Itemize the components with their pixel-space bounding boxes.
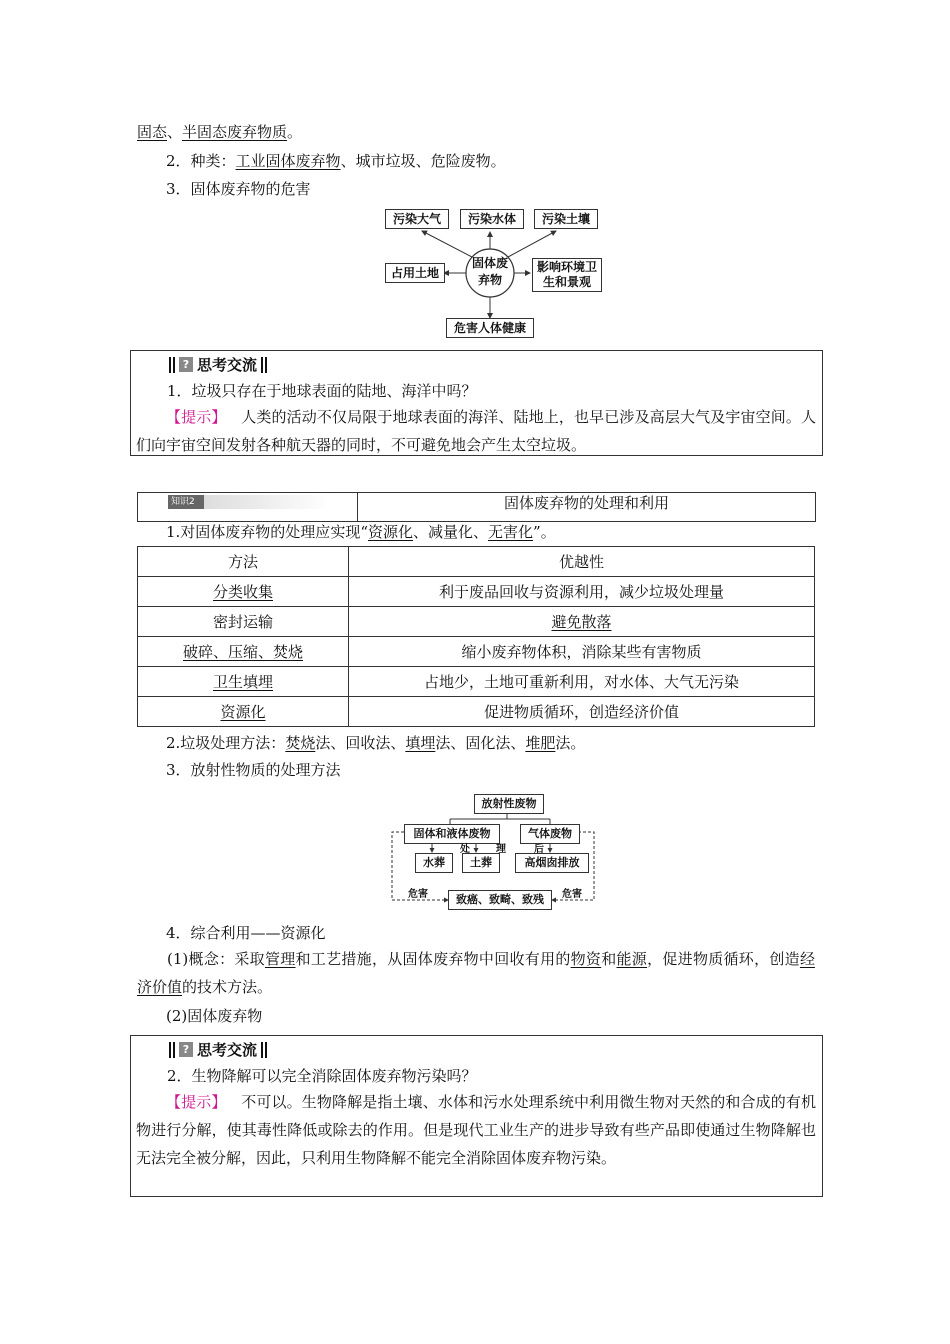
think-header <box>169 1039 267 1060</box>
s2-line-6: (2)固体废弃物 <box>166 1007 263 1025</box>
bars-icon <box>169 357 175 373</box>
section-title: 固体废弃物的处理和利用 <box>503 494 669 512</box>
text: 。 <box>287 123 303 141</box>
blank-answer: 填埋 <box>405 734 436 752</box>
s2-line-4: 4．综合利用——资源化 <box>166 924 326 942</box>
table-header: 方法 <box>138 547 349 577</box>
env-line-2: 生和景观 <box>542 275 591 289</box>
concept-paragraph <box>137 945 815 1001</box>
blank-answer: 堆肥 <box>525 734 556 752</box>
table-row <box>138 607 815 637</box>
text: 法、固化法、 <box>435 734 526 752</box>
text: ，促进物质循 <box>647 950 739 968</box>
radio-chimney: 高烟囱排放 <box>515 853 589 873</box>
text: 2．种类： <box>166 152 236 170</box>
text: 、城市垃圾、危险废物。 <box>340 152 506 170</box>
text-line-3: 3．固体废弃物的危害 <box>166 180 311 198</box>
hazard-land: 占用土地 <box>385 263 445 283</box>
hazard-air: 污染大气 <box>385 209 449 229</box>
blank-answer: 经济价值 <box>137 950 815 996</box>
cell-text: 分类收集 <box>212 583 273 601</box>
text: (1)概念：采取 <box>167 950 265 968</box>
radio-earth-burial: 土葬 <box>462 853 500 873</box>
text: 和工艺措施，从固体废弃物中回收有用的 <box>295 950 571 968</box>
radio-bottom: 致癌、致畸、致残 <box>448 890 552 910</box>
table-cell <box>138 667 349 697</box>
blank-answer: 物资 <box>570 950 602 968</box>
label-li: 理 <box>496 844 506 855</box>
blank-answer: 资源化 <box>367 523 413 541</box>
table-cell <box>138 697 349 727</box>
bars-icon <box>261 357 267 373</box>
table-cell: 促进物质循环，创造经济价值 <box>349 697 815 727</box>
hint-label: 【提示】 <box>166 408 227 426</box>
text-line-1 <box>137 122 302 142</box>
table-header: 优越性 <box>349 547 815 577</box>
text: 1.对固体废弃物的处理应实现“ <box>166 523 368 541</box>
section-tag-box <box>137 492 359 522</box>
hazard-soil: 污染土壤 <box>534 209 598 229</box>
blank-answer: 工业固体废弃物 <box>235 152 341 170</box>
think-question: 1．垃圾只存在于地球表面的陆地、海洋中吗？ <box>167 382 477 400</box>
env-line-1: 影响环境卫 <box>536 260 597 274</box>
text: 和 <box>601 950 617 968</box>
center-line-1: 固体废 <box>471 256 508 270</box>
blank-answer: 能源 <box>616 950 648 968</box>
blank-answer: 半固态废弃物质 <box>182 123 288 141</box>
cell-text: 卫生填埋 <box>212 673 273 691</box>
text: 法。 <box>555 734 586 752</box>
table-cell: 利于废品回收与资源利用，减少垃圾处理量 <box>349 577 815 607</box>
question-mark-icon: ? <box>179 357 193 372</box>
bars-icon <box>169 1042 175 1058</box>
table-cell: 密封运输 <box>138 607 349 637</box>
table-cell <box>349 607 815 637</box>
radio-gas: 气体废物 <box>520 824 580 844</box>
text: 的技术方法。 <box>182 978 273 996</box>
answer-text: 人类的活动不仅局限于地球表面的海洋、陆地上，也早已涉及高层大气及宇宙空间。人们向宇宙空间发射各种航天器的同时，不可避免地会产生太空垃圾。 <box>136 408 816 454</box>
hazard-center <box>470 255 510 289</box>
blank-answer: 管理 <box>264 950 296 968</box>
table-row <box>138 667 815 697</box>
blank-answer: 固态 <box>137 123 168 141</box>
table-header-row <box>138 547 815 577</box>
text: 环，创造 <box>738 950 800 968</box>
text: 、 <box>167 123 183 141</box>
cell-text: 避免散落 <box>551 613 612 631</box>
table-cell: 占地少，土地可重新利用，对水体、大气无污染 <box>349 667 815 697</box>
think-header <box>169 354 267 375</box>
text: 2.垃圾处理方法： <box>166 734 286 752</box>
blank-answer: 焚烧 <box>285 734 316 752</box>
think-box-2 <box>130 1035 823 1197</box>
methods-table <box>137 546 815 727</box>
hazard-health: 危害人体健康 <box>446 318 534 338</box>
s2-line-2 <box>166 733 585 753</box>
radio-solid-liquid: 固体和液体废物 <box>404 824 500 844</box>
label-chu: 处 <box>460 844 470 855</box>
radio-top: 放射性废物 <box>474 794 544 814</box>
cell-text: 资源化 <box>220 703 266 721</box>
text: 、减量化、 <box>413 523 489 541</box>
hazard-diagram <box>380 205 620 340</box>
think-title: 思考交流 <box>197 356 258 374</box>
section-title-box <box>357 492 816 522</box>
think-title: 思考交流 <box>197 1041 258 1059</box>
bars-icon <box>261 1042 267 1058</box>
table-row <box>138 637 815 667</box>
label-hou: 后 <box>534 844 544 855</box>
text: ”。 <box>533 523 556 541</box>
table-cell <box>138 637 349 667</box>
s2-line-3: 3．放射性物质的处理方法 <box>166 761 341 779</box>
table-row <box>138 577 815 607</box>
hint-label: 【提示】 <box>166 1093 227 1111</box>
think-answer <box>136 403 816 459</box>
cell-text: 破碎、压缩、焚烧 <box>182 643 303 661</box>
think-box-1 <box>130 350 823 456</box>
hazard-env <box>532 258 602 292</box>
radio-water-burial: 水葬 <box>415 853 453 873</box>
question-mark-icon: ? <box>179 1042 193 1057</box>
label-harm-left: 危害 <box>408 889 428 900</box>
hazard-water: 污染水体 <box>460 209 524 229</box>
blank-answer: 无害化 <box>488 523 534 541</box>
center-line-2: 弃物 <box>477 273 502 287</box>
table-cell <box>138 577 349 607</box>
answer-text: 不可以。生物降解是指土壤、水体和污水处理系统中利用微生物对天然的和合成的有机物进行分解，使其毒性降低或除去的作用。但是现代工业生产的进步导致有些产品即使通过生物降解也无法完全被分解，因此，只利用生物降解不能完全消除固体废弃物污染。 <box>136 1093 816 1167</box>
text: 法、回收法、 <box>315 734 406 752</box>
s2-line-1 <box>166 522 556 542</box>
table-row <box>138 697 815 727</box>
section-tag: 知识2 <box>168 495 331 509</box>
think-answer <box>136 1088 816 1172</box>
label-harm-right: 危害 <box>562 889 582 900</box>
table-cell: 缩小废弃物体积，消除某些有害物质 <box>349 637 815 667</box>
text-line-2 <box>166 151 506 171</box>
radioactive-diagram <box>388 792 598 907</box>
think-question: 2．生物降解可以完全消除固体废弃物污染吗？ <box>167 1067 477 1085</box>
